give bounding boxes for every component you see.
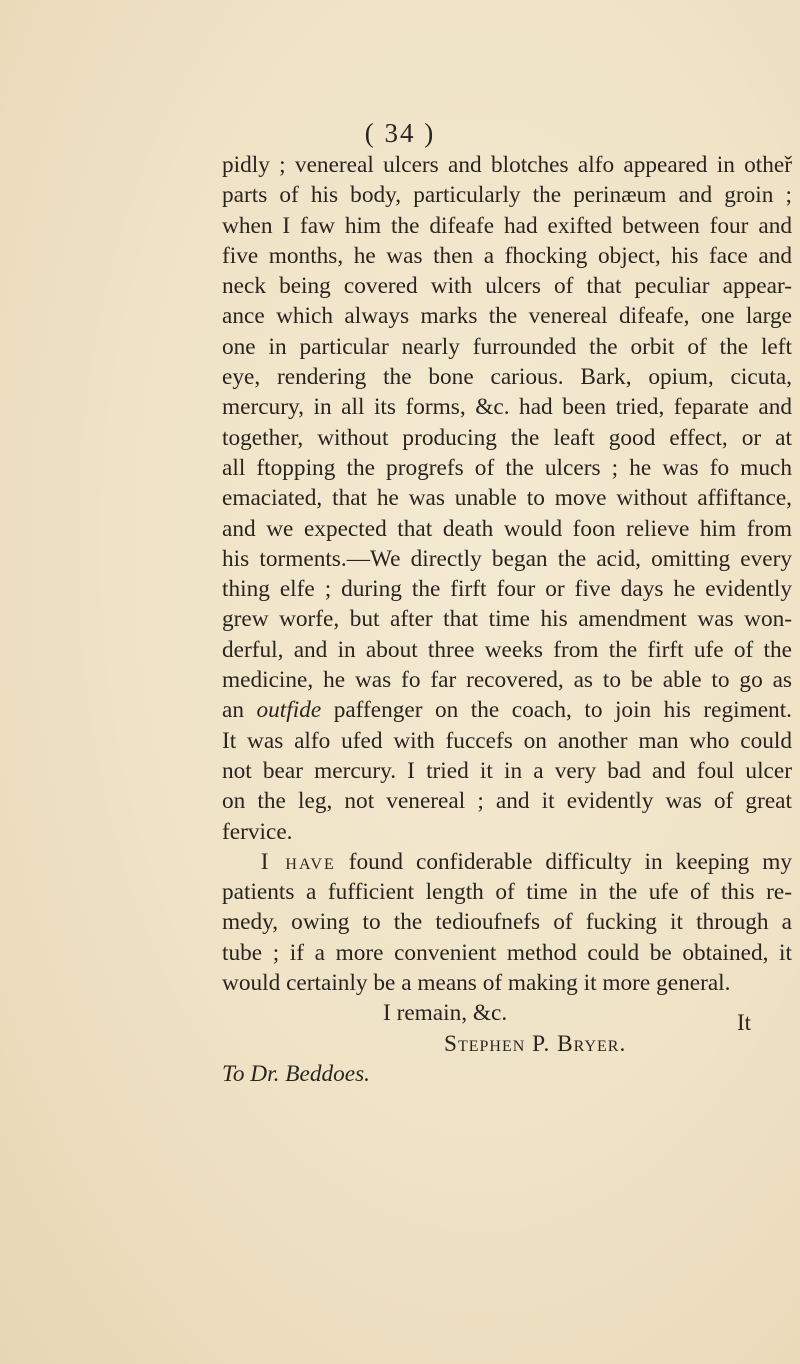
text-line: all ftopping the progrefs of the ulcers ; he was fo much	[222, 454, 792, 481]
outfide-prefix: an	[222, 697, 257, 724]
text-line: emaciated, that he was unable to move without affiftance,	[222, 485, 792, 512]
text-line: ance which always marks the venereal difeafe, one large	[222, 303, 792, 330]
text-line-outfide	[222, 695, 792, 725]
text-line: and we expected that death would foon relieve him from	[222, 515, 792, 542]
text-line: parts of his body, particularly the perinæum and groin ;	[222, 182, 792, 209]
paragraph-first-word: I have	[260, 848, 336, 875]
text-line: patients a fufficient length of time in the ufe of this re-	[222, 879, 792, 906]
text-line: fervice.	[222, 818, 293, 845]
text-line: medy, owing to the tedioufnefs of fucking it through a	[222, 909, 792, 936]
signature: Stephen P. Bryer.	[444, 1030, 627, 1057]
text-line: It was alfo ufed with fuccefs on another man who could	[222, 727, 792, 754]
text-line: derful, and in about three weeks from the firft ufe of the	[222, 636, 792, 663]
text-line: together, without producing the leaft good effect, or at	[222, 424, 792, 451]
closing: I remain, &c.	[383, 1000, 508, 1027]
paragraph-start	[222, 847, 792, 877]
letter-body	[222, 150, 792, 1089]
outfide-italic: outfide	[256, 697, 322, 724]
text-line: eye, rendering the bone carious. Bark, opium, cicuta,	[222, 364, 792, 391]
text-line: tube ; if a more convenient method could be obtained, it	[222, 939, 792, 966]
outfide-suffix: paffenger on the coach, to join his regiment.	[321, 697, 792, 724]
addressee: To Dr. Beddoes.	[222, 1060, 370, 1087]
text-line: not bear mercury. I tried it in a very bad and foul ulcer	[222, 757, 792, 784]
paragraph-first-rest: found confiderable difficulty in keeping my	[335, 848, 792, 875]
text-line: would certainly be a means of making it more general.	[222, 970, 731, 997]
text-line: thing elfe ; during the firft four or five days he evidently	[222, 576, 792, 603]
text-line: five months, he was then a fhocking object, his face and	[222, 242, 792, 269]
catchword: It	[737, 1010, 752, 1035]
text-line: on the leg, not venereal ; and it evidently was of great	[222, 788, 792, 815]
text-line: mercury, in all its forms, &c. had been tried, feparate and	[222, 394, 792, 421]
page-number: ( 34 )	[364, 118, 436, 148]
text-line: pidly ; venereal ulcers and blotches alfo appeared in otheř	[222, 152, 792, 178]
text-line: medicine, he was fo far recovered, as to be able to go as	[222, 667, 792, 694]
text-line: his torments.—We directly began the acid, omitting every	[222, 545, 792, 572]
text-line: when I faw him the difeafe had exifted between four and	[222, 212, 792, 239]
text-line: neck being covered with ulcers of that peculiar appear-	[222, 273, 792, 300]
text-line: one in particular nearly furrounded the orbit of the left	[222, 333, 792, 360]
text-line: grew worfe, but after that time his amendment was won-	[222, 606, 792, 633]
